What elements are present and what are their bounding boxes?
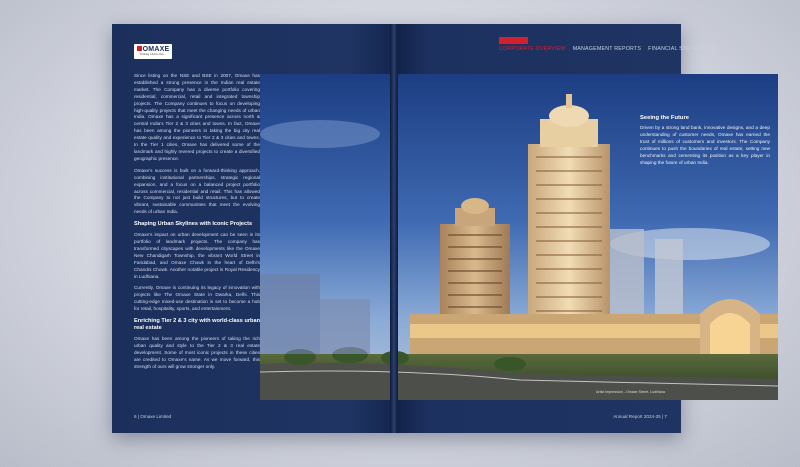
section-heading: Enriching Tier 2 & 3 city with world-class urban real estate <box>134 318 260 332</box>
nav-financial-statements[interactable]: FINANCIAL STATEMENTS <box>648 46 716 52</box>
page-footer-right: Annual Report 2024-25 | 7 <box>613 414 667 419</box>
brochure-spread <box>112 24 770 433</box>
feature-body: Driven by a strong land bank, innovative designs, and a deep understanding of customer needs, Omaxe has earned the trust of millions of customers and investors. The Company continues to push the boundaries of real estate, setting new benchmarks and cementing its position as a key player in shaping the future of urban India. <box>640 125 770 165</box>
paragraph: Omaxe’s success is built on a forward-thinking approach, combining institutional partnerships, strategic regional expansion, and a focus on a balanced project portfolio across commercial, residential and retail. This has allowed the Company to not just build structures, but to create vibrant, sustainable communities that meet the evolving needs of urban India. <box>134 167 260 215</box>
logo-tagline: Building Lifetime Reli... <box>140 53 166 56</box>
page-footer-left: 6 | Omaxe Limited <box>134 414 172 419</box>
paragraph: Omaxe’s impact on urban development can be seen in its portfolio of landmark projects. The company has transformed cityscapes with developments like the Omaxe New Chandigarh Township, the vibrant World Street in Faridabad, and Omaxe Chowk in the heart of Delhi’s Chandni Chowk. Another notable project is Royal Residency in Ludhiana. <box>134 232 260 279</box>
nav-management-reports[interactable]: MANAGEMENT REPORTS <box>572 46 642 52</box>
paragraph: Currently, Omaxe is continuing its legacy of innovation with projects like The Omaxe State in Dwarka, Delhi. This cutting-edge mixed-use destination is set to become a hub for retail, hospitality, sports, and entertainment. <box>134 285 260 312</box>
section-nav <box>499 46 716 52</box>
book-spine <box>390 24 398 433</box>
omaxe-logo <box>134 44 172 59</box>
nav-corporate-overview[interactable]: CORPORATE OVERVIEW <box>499 46 566 52</box>
logo-word: OMAXE <box>137 46 170 53</box>
image-caption: Artist Impression - Omaxe Street, Ludhiana <box>596 390 665 394</box>
left-text-column <box>134 73 260 376</box>
paragraph: Since listing on the NSE and BSE in 2007, Omaxe has established a strong presence in the Indian real estate market. The Company has a diverse portfolio covering residential, commercial, retail and integrated township projects. The Company continues to focus on developing high-quality projects that meet the changing needs of urban India. Omaxe has a significant presence across north & central India’s Tier 2 & 3 cities and towns. In fact, Omaxe has been among the pioneers in taking the big city real estate quality and experience to Tier 2 & 3 cities and towns. In the Tier 1 cities, Omaxe has delivered some of the landmark and highly revered projects to create a diversified geographic presence. <box>134 73 260 161</box>
section-heading: Shaping Urban Skylines with Iconic Projects <box>134 221 253 228</box>
nav-accent-bar <box>499 37 528 44</box>
feature-title: Seeing the Future <box>640 115 689 121</box>
feature-box <box>640 115 770 166</box>
paragraph: Omaxe has been among the pioneers of taking the rich urban quality and style to the Tier 2 & 3 real estate development. Some of most iconic projects in these cities are credited to Omaxe’s name. As we move forward, this strength of ours will grow stronger only. <box>134 336 260 369</box>
